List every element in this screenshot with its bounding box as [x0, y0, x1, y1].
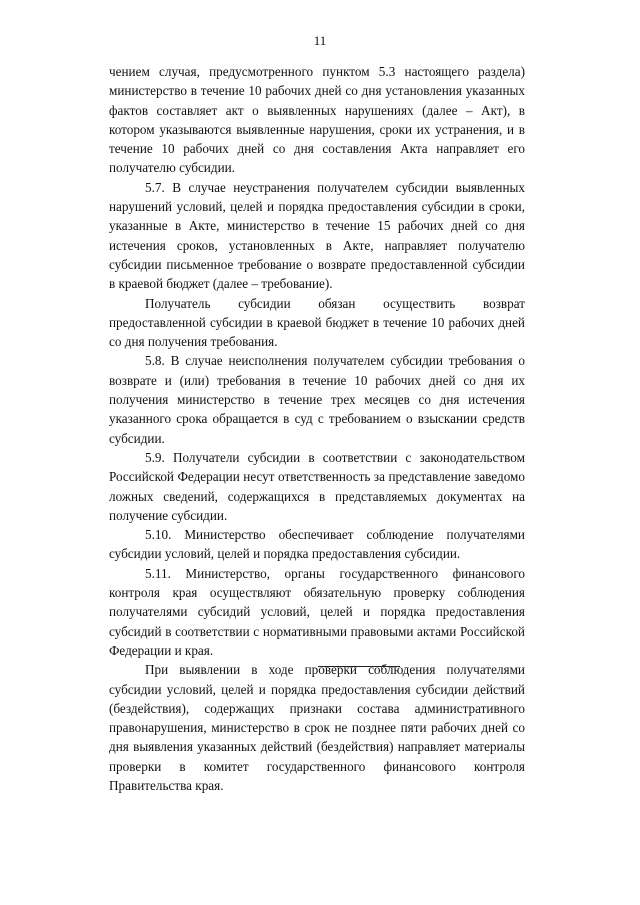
page-number: 11 — [313, 33, 327, 48]
document-body — [109, 62, 525, 795]
paragraph-5-8: 5.8. В случае неисполнения получателем субсидии требования о возврате и (или) требования в течение 10 рабочих дней со дня их получения министерство в течение трех месяцев со дня истечения указанного срока обращается в суд с требованием о взыскании средств субсидии. — [109, 353, 525, 446]
paragraph-5-11: 5.11. Министерство, органы государственного финансового контроля края осуществляют обязательную проверку соблюдения получателями субсидий условий, целей и порядка предоставления субсидий в соответствии с нормативными правовыми актами Российской Федерации и края. — [109, 565, 525, 658]
paragraph-5-10: 5.10. Министерство обеспечивает соблюдение получателями субсидии условий, целей и порядка предоставления субсидии. — [109, 527, 525, 562]
paragraph-5-9: 5.9. Получатели субсидии в соответствии с законодательством Российской Федерации несут ответственность за представление заведомо ложных сведений, содержащихся в представляемых документах на получение субсидии. — [109, 449, 525, 523]
paragraph-continuation: чением случая, предусмотренного пунктом 5.3 настоящего раздела) министерство в течение 10 рабочих дней со дня установления указанных фактов составляет акт о выявленных нарушениях (далее – Акт), в котором указываются выявленные нарушения, сроки их устранения, и в течение 10 рабочих дней со дня составления Акта направляет его получателю субсидии. — [109, 64, 525, 176]
paragraph-violation-detection: При выявлении в ходе проверки соблюдения получателями субсидии условий, целей и порядка предоставления субсидии действий (бездействия), содержащих признаки состава административного правонарушения, министерство в срок не позднее пяти рабочих дней со дня выявления указанных действий (бездействия) направляет материалы проверки в комитет государственного финансового контроля Правительства края. — [109, 662, 525, 793]
end-divider-line — [318, 666, 400, 667]
paragraph-refund-obligation: Получатель субсидии обязан осуществить возврат предоставленной субсидии в краевой бюджет в течение 10 рабочих дней со дня получения требования. — [109, 295, 525, 350]
paragraph-5-7: 5.7. В случае неустранения получателем субсидии выявленных нарушений условий, целей и порядка предоставления субсидии в сроки, указанные в Акте, министерство в течение 15 рабочих дней со дня истечения сроков, установленных в Акте, направляет получателю субсидии письменное требование о возврате предоставленной субсидии в краевой бюджет (далее – требование). — [109, 179, 525, 292]
